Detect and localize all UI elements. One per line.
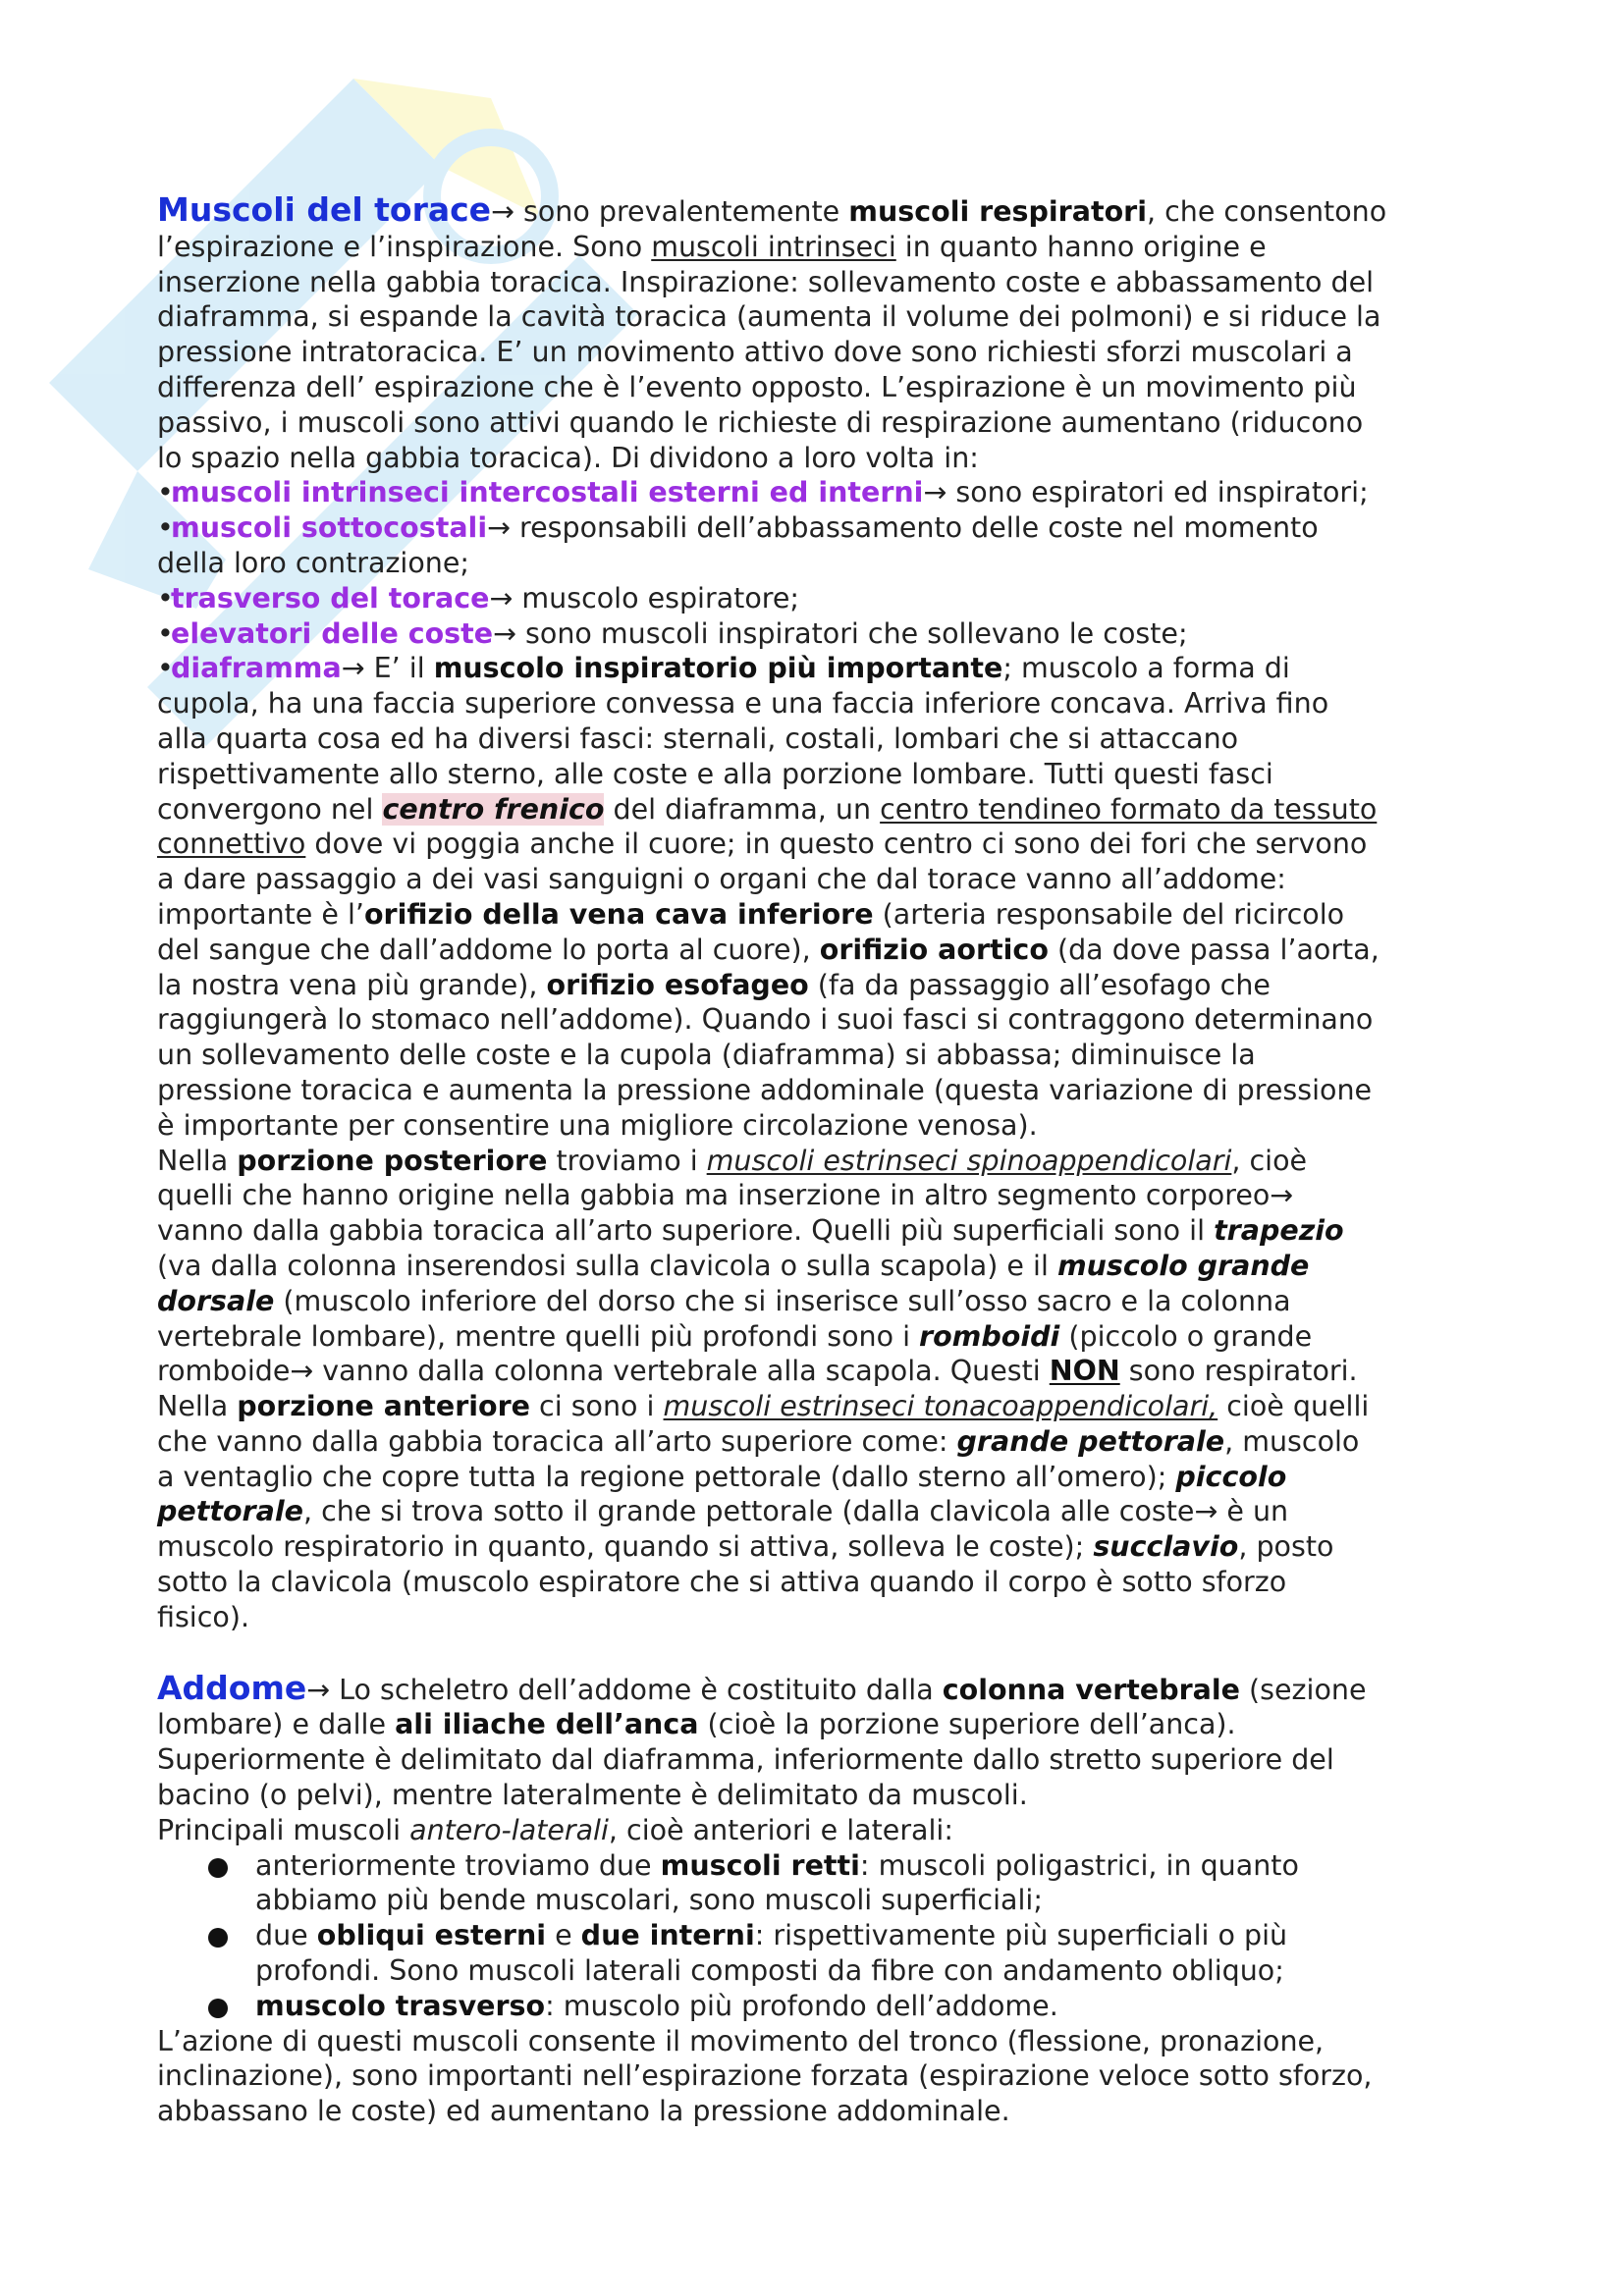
bullet-item: •muscoli sottocostali→ responsabili dell’abbassamento delle coste nel momento xyxy=(157,511,1319,545)
section-torace-line-1: Muscoli del torace→ sono prevalentemente muscoli respiratori, che consentono xyxy=(157,190,1387,229)
section-gap xyxy=(157,1635,1492,1671)
list-item: muscolo trasverso: muscolo più profondo dell’addome. xyxy=(157,1989,1492,2024)
bullet-dot-icon xyxy=(208,1928,228,1948)
bullet-dot-icon xyxy=(208,1999,228,2018)
heading-muscoli-torace: Muscoli del torace xyxy=(157,190,492,229)
bullet-item: •elevatori delle coste→ sono muscoli inspiratori che sollevano le coste; xyxy=(157,616,1188,650)
bullet-dot-icon xyxy=(208,1858,228,1878)
bullet-dot-icon: • xyxy=(157,511,174,545)
section-addome-line-1: Addome→ Lo scheletro dell’addome è costituito dalla colonna vertebrale (sezione xyxy=(157,1668,1367,1707)
bullet-item: •trasverso del torace→ muscolo espiratore; xyxy=(157,581,799,614)
bullet-dot-icon: • xyxy=(157,652,174,685)
bullet-dot-icon: • xyxy=(157,476,174,509)
document-body: Muscoli del torace→ sono prevalentemente muscoli respiratori, che consentono l’espirazione e l’inspirazione. Sono muscoli intrinseci in quanto hanno origine e inserzione nella gabbia toracica. Inspirazione: sollevamento coste e abbassamento del diaframma, si espande la cavità toracica (aumenta il volume dei polmoni) e si riduce la pressione intratoracica. E’ un movimento attivo dove sono richiesti sforzi muscolari a differenza dell’ espirazione che è l’evento opposto. L’espirazione è un movimento più passivo, i muscoli sono attivi quando le richieste di respirazione aumentano (riducono lo spazio nella gabbia toracica). Di dividono a loro volta in: •muscoli intrinseci intercostali esterni ed interni→ sono espiratori ed inspiratori; •muscoli sottocostali→ responsabili dell’abbassamento delle coste nel momento della loro contrazione; •trasverso del torace→ muscolo espiratore; •elevatori delle coste→ sono muscoli inspiratori che sollevano le coste; •diaframma→ E’ il muscolo inspiratorio più importante; muscolo a forma di cupola, ha una faccia superiore convessa e una faccia inferiore concava. Arriva fino alla quarta cosa ed ha diversi fasci: sternali, costali, lombari che si attaccano rispettivamente allo sterno, alle coste e alla porzione lombare. Tutti questi fasci convergono nel centro frenico del diaframma, un centro tendineo formato da tessuto connettivo dove vi poggia anche il cuore; in questo centro ci sono dei fori che servono a dare passaggio a dei vasi sanguigni o organi che dal torace vanno all’addome: importante è l’orifizio della vena cava inferiore (arteria responsabile del ricircolo del sangue che dall’addome lo porta al cuore), orifizio aortico (da dove passa l’aorta, la nostra vena più grande), orifizio esofageo (fa da passaggio all’esofago che raggiungerà lo stomaco nell’addome). Quando i suoi fasci si contraggono determinano un sollevamento delle coste e la cupola (diaframma) si abbassa; diminuisce la pressione toracica e aumenta la pressione addominale (questa variazione di pressione è importante per consentire una migliore circolazione venosa). Nella porzione posteriore troviamo i muscoli estrinseci spinoappendicolari, cioè quelli che hanno origine nella gabbia ma inserzione in altro segmento corporeo→ vanno dalla gabbia toracica all’arto superiore. Quelli più superficiali sono il trapezio (va dalla colonna inserendosi sulla clavicola o sulla scapola) e il muscolo grande dorsale (muscolo inferiore del dorso che si inserisce sull’osso sacro e la colonna vertebrale lombare), mentre quelli più profondi sono i romboidi (piccolo o grande romboide→ vanno dalla colonna vertebrale alla scapola. Questi NON sono respiratori. Nella porzione anteriore ci sono i muscoli estrinseci tonacoappendicolari, cioè quelli che vanno dalla gabbia toracica all’arto superiore come: grande pettorale, muscolo a ventaglio che copre tutta la regione pettorale (dallo sterno all’omero); piccolo pettorale, che si trova sotto il grande pettorale (dalla clavicola alle coste→ è un muscolo respiratorio in quanto, quando si attiva, solleva le coste); succlavio, posto sotto la clavicola (muscolo espiratore che si attiva quando il corpo è sotto sforzo fisico). Addome→ Lo scheletro dell’addome è costituito dalla colonna vertebrale (sezione lombare) e dalle ali iliache dell’anca (cioè la porzione superiore dell’anca). Superiormente è delimitato dal diaframma, inferiormente dallo stretto superiore del bacino (o pelvi), mentre lateralmente è delimitato da muscoli. Principali muscoli antero-laterali, cioè anteriori e laterali: anteriormente troviamo due muscoli retti: muscoli poligastrici, in quanto abbiamo più bende muscolari, sono muscoli superficiali; due obliqui esterni e due interni: rispettivamente più superficiali o più profondi. Sono muscoli laterali composti da fibre con andamento obliquo; muscolo trasverso: muscolo più profondo dell’addome. L’azione di questi muscoli consente il movimento del tronco (flessione, pronazione, inclinazione), sono importanti nell’espirazione forzata (espirazione veloce sotto sforzo, abbassano le coste) ed aumentano la pressione addominale. xyxy=(157,192,1492,2129)
heading-addome: Addome xyxy=(157,1668,307,1707)
highlight-centro-frenico: centro frenico xyxy=(382,792,605,826)
muscles-list: anteriormente troviamo due muscoli retti: muscoli poligastrici, in quanto abbiamo più bende muscolari, sono muscoli superficiali; due obliqui esterni e due interni: rispettivamente più superficiali o più profondi. Sono muscoli laterali composti da fibre con andamento obliquo; muscolo trasverso: muscolo più profondo dell’addome. xyxy=(157,1848,1492,2024)
bullet-dot-icon: • xyxy=(157,616,174,650)
bullet-item: •diaframma→ E’ il muscolo inspiratorio più importante; muscolo a forma di xyxy=(157,652,1290,685)
list-item: due obliqui esterni e due interni: rispettivamente più superficiali o più xyxy=(157,1918,1492,1953)
bullet-item: •muscoli intrinseci intercostali esterni ed interni→ sono espiratori ed inspiratori; xyxy=(157,476,1369,509)
list-item: anteriormente troviamo due muscoli retti: muscoli poligastrici, in quanto xyxy=(157,1848,1492,1884)
bullet-dot-icon: • xyxy=(157,581,174,614)
